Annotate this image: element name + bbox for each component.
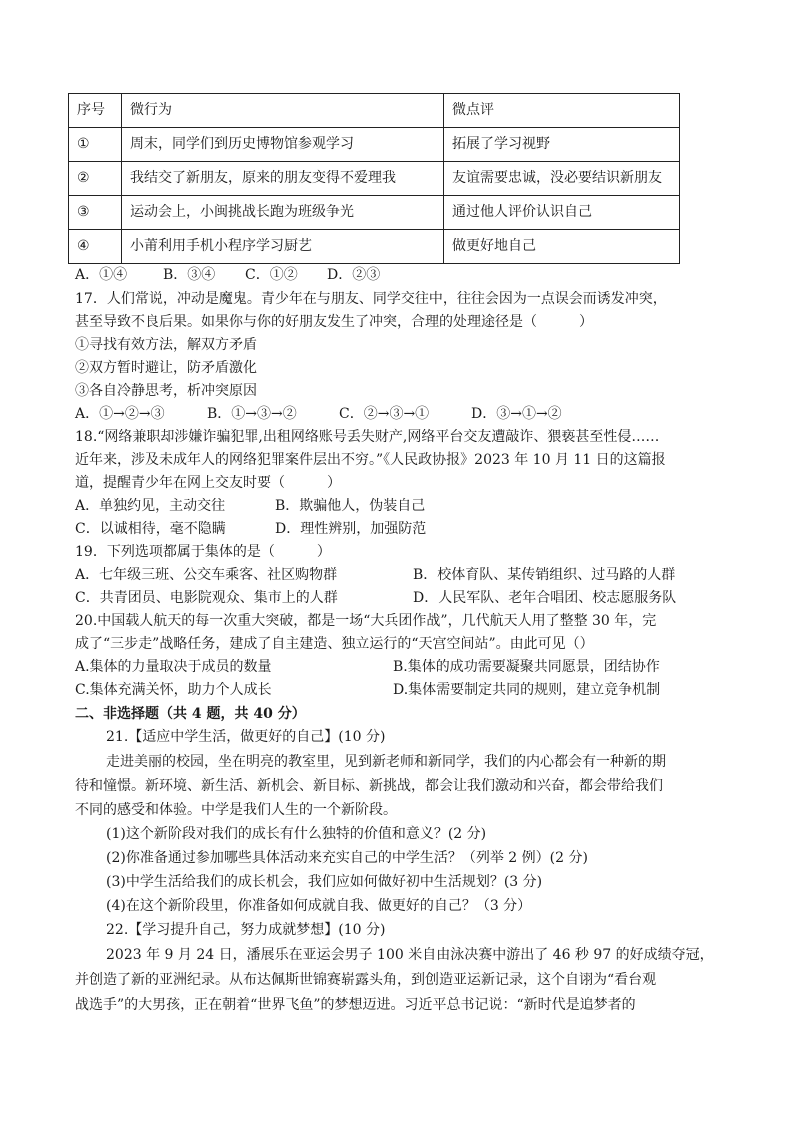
q22-paragraph: 并创造了新的亚洲纪录。从布达佩斯世锦赛崭露头角，到创造亚运新记录，这个自诩为“看台观 — [75, 972, 657, 988]
table-row — [69, 196, 680, 230]
table-cell: ② — [69, 162, 122, 196]
q18-stem-line3: 道，提醒青少年在网上交友时要（ ） — [75, 475, 341, 491]
q21-paragraph: 不同的感受和体验。中学是我们人生的一个新阶段。 — [75, 802, 397, 818]
option-a: A.集体的力量取决于成员的数量 — [75, 659, 272, 675]
option-d: D．理性辨别，加强防范 — [275, 521, 427, 537]
table-cell: 做更好地自己 — [444, 230, 680, 264]
option-d: D．③→①→② — [471, 406, 562, 422]
option-c: C．以诚相待，毫不隐瞒 — [75, 521, 226, 537]
table-cell: 友谊需要忠诚，没必要结识新朋友 — [444, 162, 680, 196]
option-c: C．②→③→① — [339, 406, 430, 422]
option-a: A．①→②→③ — [75, 406, 165, 422]
option-c: C.集体充满关怀，助力个人成长 — [75, 682, 272, 698]
table-cell: ④ — [69, 230, 122, 264]
q17-item: ①寻找有效方法，解双方矛盾 — [75, 337, 257, 353]
q17-stem-line1: 17．人们常说，冲动是魔鬼。青少年在与朋友、同学交往中，往往会因为一点误会而诱发冲突， — [75, 291, 667, 307]
q18-options-row1 — [75, 496, 695, 516]
q18-stem-line1: 18.“网络兼职却涉嫌诈骗犯罪,出租网络账号丢失财产,网络平台交友遭敲诈、猥亵甚至性侵…… — [75, 429, 660, 445]
q19-options-row2 — [75, 588, 695, 608]
q17-options — [75, 404, 695, 424]
section-heading: 二、非选择题（共 4 题，共 40 分） — [75, 706, 306, 722]
q22-title: 22.【学习提升自己，努力成就梦想】(10 分) — [106, 922, 386, 938]
q20-options-row1 — [75, 657, 695, 677]
option-a: A．七年级三班、公交车乘客、社区购物群 — [75, 567, 338, 583]
q18-stem-line2: 近年来，涉及未成年人的网络犯罪案件层出不穷。”《人民政协报》2023 年 10 月 11 日的这篇报 — [75, 452, 666, 468]
table-row — [69, 162, 680, 196]
table-header-cell: 序号 — [69, 94, 122, 128]
option-d: D．人民军队、老年合唱团、校志愿服务队 — [413, 590, 677, 606]
option-c: C．①② — [245, 267, 298, 283]
q20-stem-line1: 20.中国载人航天的每一次重大突破，都是一场“大兵团作战”，几代航天人用了整整 30 年，完 — [75, 613, 657, 629]
table-cell: 拓展了学习视野 — [444, 128, 680, 162]
option-d: D.集体需要制定共同的规则，建立竞争机制 — [393, 682, 661, 698]
table-cell: 运动会上，小闽挑战长跑为班级争光 — [122, 196, 444, 230]
q17-stem-line2: 甚至导致不良后果。如果你与你的好朋友发生了冲突，合理的处理途径是（ ） — [75, 314, 593, 330]
q21-subquestion: (4)在这个新阶段里，你准备如何成就自我、做更好的自己？（3 分） — [106, 898, 532, 914]
q21-subquestion: (2)你准备通过参加哪些具体活动来充实自己的中学生活？（列举 2 例）(2 分) — [106, 850, 588, 866]
q22-paragraph: 2023 年 9 月 24 日，潘展乐在亚运会男子 100 米自由泳决赛中游出了 46 秒 97 的好成绩夺冠， — [106, 947, 714, 963]
q22-paragraph: 战选手”的大男孩，正在朝着“世界飞鱼”的梦想迈进。习近平总书记说：“新时代是追梦者的 — [75, 997, 636, 1013]
table-cell: 小莆利用手机小程序学习厨艺 — [122, 230, 444, 264]
q18-options-row2 — [75, 519, 695, 539]
q20-options-row2 — [75, 680, 695, 700]
table-header-cell: 微点评 — [444, 94, 680, 128]
table-header-cell: 微行为 — [122, 94, 444, 128]
table-cell: ③ — [69, 196, 122, 230]
q19-options-row1 — [75, 565, 695, 585]
q17-item: ②双方暂时避让，防矛盾激化 — [75, 360, 257, 376]
option-b: B．①→③→② — [207, 406, 297, 422]
q21-paragraph: 待和憧憬。新环境、新生活、新机会、新目标、新挑战，都会让我们激动和兴奋，都会带给我们 — [75, 778, 663, 794]
table-cell: 通过他人评价认识自己 — [444, 196, 680, 230]
table-cell: 周末，同学们到历史博物馆参观学习 — [122, 128, 444, 162]
q16-options — [75, 265, 695, 285]
option-c: C．共青团员、电影院观众、集市上的人群 — [75, 590, 338, 606]
option-b: B．欺骗他人，伪装自己 — [275, 498, 426, 514]
option-b: B．③④ — [163, 267, 216, 283]
option-a: A．①④ — [75, 267, 128, 283]
option-a: A．单独约见，主动交往 — [75, 498, 226, 514]
q20-stem-line2: 成了“三步走”战略任务，建成了自主建造、独立运行的“天宫空间站”。由此可见（） — [75, 636, 594, 652]
option-b: B．校体育队、某传销组织、过马路的人群 — [413, 567, 676, 583]
table-header-row — [69, 94, 680, 128]
table-cell: 我结交了新朋友，原来的朋友变得不爱理我 — [122, 162, 444, 196]
q21-subquestion: (1)这个新阶段对我们的成长有什么独特的价值和意义？(2 分) — [106, 826, 487, 842]
q21-subquestion: (3)中学生活给我们的成长机会，我们应如何做好初中生活规划？(3 分) — [106, 874, 543, 890]
behavior-table — [68, 93, 680, 264]
table-cell: ① — [69, 128, 122, 162]
q21-title: 21.【适应中学生活，做更好的自己】(10 分) — [106, 729, 386, 745]
q19-stem: 19．下列选项都属于集体的是（ ） — [75, 544, 331, 560]
q21-paragraph: 走进美丽的校园，坐在明亮的教室里，见到新老师和新同学，我们的内心都会有一种新的期 — [106, 754, 666, 770]
q17-item: ③各自冷静思考，析冲突原因 — [75, 383, 257, 399]
table-row — [69, 230, 680, 264]
option-b: B.集体的成功需要凝聚共同愿景，团结协作 — [393, 659, 660, 675]
table-row — [69, 128, 680, 162]
option-d: D．②③ — [327, 267, 381, 283]
